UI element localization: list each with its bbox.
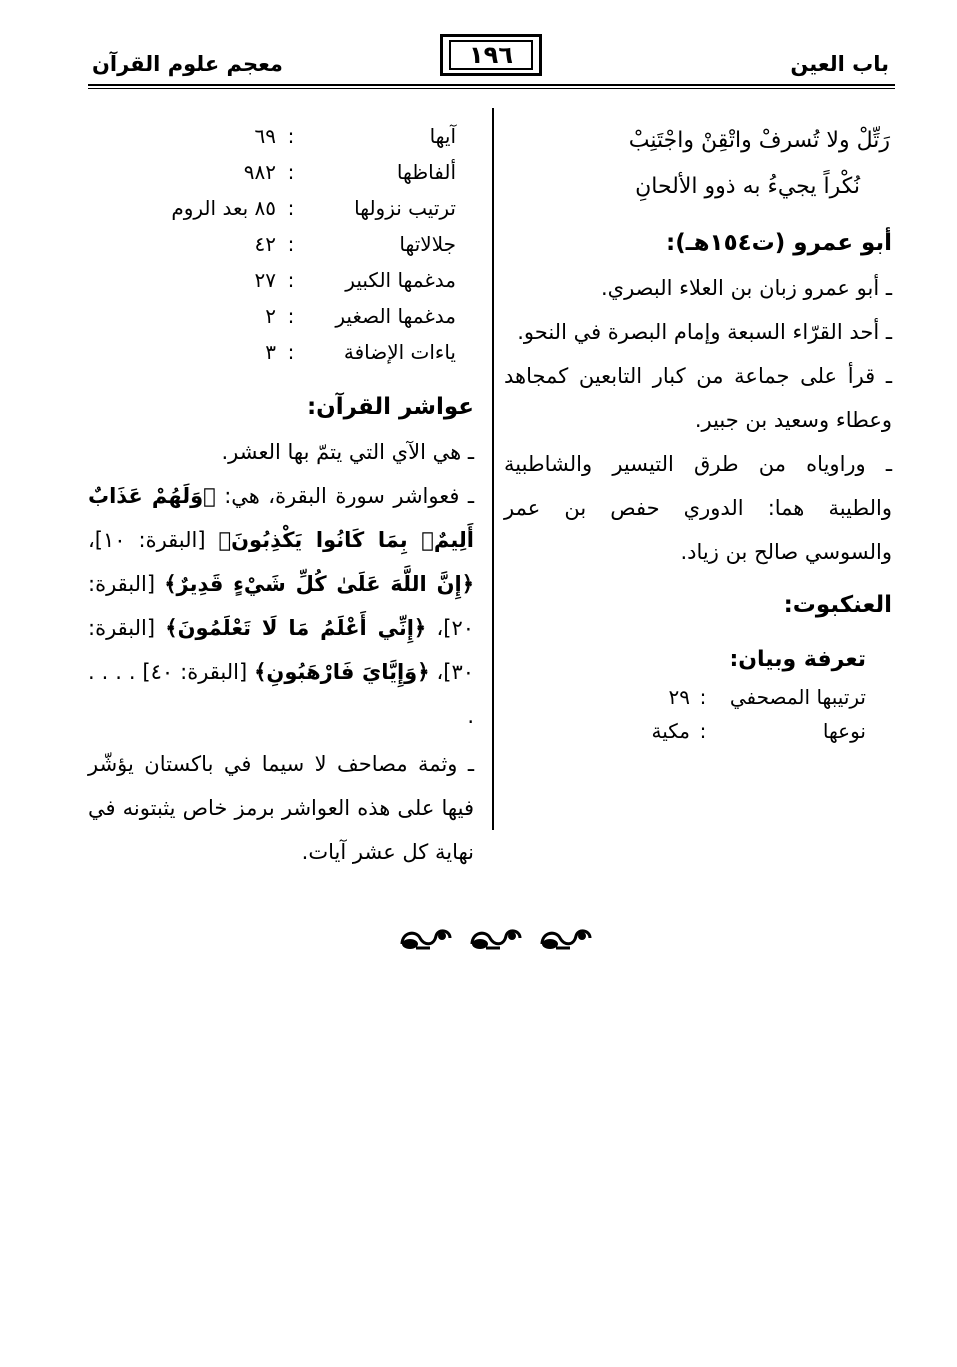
- stats-separator: :: [287, 160, 295, 184]
- subheading: تعرفة وبيان:: [729, 647, 866, 672]
- verse-reference: [البقرة: ١٠]،: [88, 528, 219, 552]
- section-heading: العنكبوت:: [783, 592, 892, 618]
- quran-verse: ﴿وَإِيَّايَ فَارْهَبُونِ﴾: [254, 660, 430, 684]
- verse-reference: [البقرة: ٣٠]،: [88, 616, 474, 684]
- stats-label: مدغمها الصغير: [335, 304, 456, 328]
- surah-info: [504, 680, 892, 748]
- stats-value: ٩٨٢: [243, 160, 276, 184]
- verse-reference: [البقرة: ٤٠] . . . . .: [88, 660, 474, 728]
- paragraph: ـ أبو عمرو زبان بن العلاء البصري.: [600, 276, 892, 300]
- stats-row: [88, 334, 456, 370]
- stats-value: ٤٢: [254, 232, 276, 256]
- section-heading: أبو عمرو (ت١٥٤هـ):: [666, 230, 892, 256]
- info-label: نوعها: [822, 719, 866, 743]
- info-row: [504, 680, 866, 714]
- surah-stats-table: [88, 118, 456, 370]
- stats-value: ٦٩: [254, 124, 276, 148]
- stats-row: [88, 190, 456, 226]
- book-title: معجم علوم القرآن: [92, 52, 283, 76]
- paragraph: ـ قرأ على جماعة من كبار التابعين كمجاهد وعطاء وسعيد بن جبير.: [504, 364, 892, 432]
- header-rule-thin: [88, 88, 895, 89]
- page-number-box: [440, 34, 542, 76]
- stats-label: ياءات الإضافة: [343, 340, 456, 364]
- floral-ornament-icon: [536, 922, 596, 952]
- paragraph: ـ هي الآي التي يتمّ بها العشر.: [221, 440, 474, 464]
- info-separator: :: [699, 719, 707, 743]
- quran-verse: ﴿إِنِّي أَعْلَمُ مَا لَا تَعْلَمُونَ﴾: [165, 616, 427, 640]
- stats-label: آيها: [429, 124, 456, 148]
- stats-separator: :: [287, 196, 295, 220]
- stats-separator: :: [287, 268, 295, 292]
- stats-value: ٣: [265, 340, 276, 364]
- stats-separator: :: [287, 232, 295, 256]
- stats-separator: :: [287, 124, 295, 148]
- quran-verse: ﴿إِنَّ اللَّهَ عَلَىٰ كُلِّ شَيْءٍ قَدِيرٌ﴾: [164, 572, 474, 596]
- stats-value: ٨٥ بعد الروم: [171, 196, 276, 220]
- paragraph: ـ أحد القرّاء السبعة وإمام البصرة في النحو.: [517, 320, 892, 344]
- stats-row: [88, 226, 456, 262]
- section-heading: عواشر القرآن:: [306, 394, 474, 420]
- floral-ornament-icon: [396, 922, 456, 952]
- stats-row: [88, 262, 456, 298]
- header-rule: [88, 84, 895, 86]
- info-value: مكية: [651, 719, 690, 743]
- paragraph: ـ وثمة مصاحف لا سيما في باكستان يؤشّر فيها على هذه العواشر برمز خاص يثبتونه في نهاية كل عشر آيات.: [88, 752, 474, 864]
- poem-line: نُكْراً يجيءُ به ذوو الألحانِ: [635, 174, 860, 199]
- paragraph-lead: ـ فعواشر سورة البقرة، هي:: [215, 484, 474, 508]
- stats-label: ترتيب نزولها: [354, 196, 456, 220]
- paragraph: ـ وراوياه من طرق التيسير والشاطبية والطيبة هما: الدوري حفص بن عمر والسوسي صالح بن زياد.: [504, 452, 892, 564]
- stats-value: ٢٧: [254, 268, 276, 292]
- page-number: ١٩٦: [449, 40, 533, 70]
- left-column: [88, 118, 474, 874]
- column-divider: [492, 108, 494, 830]
- stats-row: [88, 154, 456, 190]
- poem-line: رَتِّلْ ولا تُسرفْ واتْقِنْ واجْتَنِبْ: [628, 128, 890, 153]
- awashir-verses: [88, 474, 474, 738]
- stats-separator: :: [287, 340, 295, 364]
- stats-row: [88, 118, 456, 154]
- info-label: ترتيبها المصحفي: [729, 685, 866, 709]
- stats-separator: :: [287, 304, 295, 328]
- stats-value: ٢: [265, 304, 276, 328]
- stats-label: جلالاتها: [399, 232, 456, 256]
- info-separator: :: [699, 685, 707, 709]
- stats-row: [88, 298, 456, 334]
- stats-label: مدغمها الكبير: [345, 268, 456, 292]
- info-value: ٢٩: [668, 685, 690, 709]
- verse-reference: [البقرة: ٢٠]،: [88, 572, 474, 640]
- floral-ornament-icon: [466, 922, 526, 952]
- chapter-title: باب العين: [790, 52, 889, 76]
- stats-label: ألفاظها: [396, 160, 456, 184]
- right-column: [504, 118, 892, 748]
- quran-verse: ﴿وَلَهُمْ عَذَابٌ أَلِيمٌۢ بِمَا كَانُوا يَكْذِبُونَ﴾: [88, 484, 474, 552]
- info-row: [504, 714, 866, 748]
